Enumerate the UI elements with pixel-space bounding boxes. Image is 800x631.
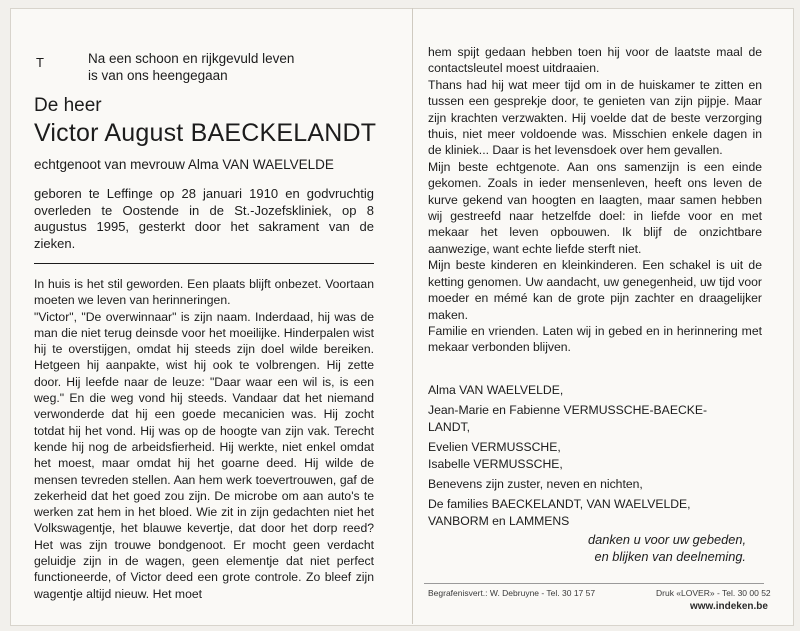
printer-credit: Druk «LOVER» - Tel. 30 00 52 [656, 588, 771, 598]
left-story [34, 276, 374, 602]
story-paragraph: In huis is het stil geworden. Een plaats blijft onbezet. Voortaan moeten we leven van herinneringen. [34, 277, 374, 308]
source-watermark: www.indeken.be [690, 601, 768, 612]
story-paragraph: "Victor", "De overwinnaar" is zijn naam. Inderdaad, hij was de man die niet terug deinsde voor het moeilijke. Hinderpalen wist hij te overstijgen, omdat hij steeds zijn doel wilde bereiken. Hetgeen hij aanpakte, wist hij ook te volbrengen. Hij zette door. Hij leefde naar de leuze: "Daar waar een wil is, is een weg." En die weg vond hij steeds. Vandaar dat het niemand verwonderde dat hij een goede mecanicien was. Hij zocht totdat hij het vond. Hij was op de hoogte van zijn vak. Terecht kende hij nog de arbeidsfierheid. Hij werkte, niet enkel omdat het moest, maar omdat hij het goarne deed. Hij wilde de mensen tevreden stellen. Aan hem werk toevertrouwen, gaf de zekerheid dat het goed zou zijn. De microbe om aan auto's te werken zat hem in het bloed. Wie zit in zijn gedachten niet het Volkswagentje, het blauwe kevertje, dat door het dorp reed? Het was zijn trouwe bondgenoot. Er mocht geen verdacht geluidje zijn in de wagen, geen elementje dat niet perfect functioneerde, of Victor deed een grote controle. Zo bleef zijn wagentje altijd nieuw. Het moet [34, 309, 374, 601]
intro-line-1: Na een schoon en rijkgevuld leven [88, 51, 295, 66]
signers-list [428, 382, 758, 529]
story-paragraph: Familie en vrienden. Laten wij in gebed en in herinnering met mekaar verbonden blijven. [428, 323, 762, 355]
signer-benevens: Benevens zijn zuster, neven en nichten, [428, 477, 643, 492]
story-paragraph: Mijn beste kinderen en kleinkinderen. Een schakel is uit de ketting genomen. Uw aandacht, uw genegenheid, uw tijd voor moeder en mémé kan de grote pijn zachter en draagelijker maken. [428, 258, 762, 322]
title-de-heer: De heer [34, 95, 102, 116]
signer-evelien: Evelien VERMUSSCHE, [428, 440, 561, 455]
closing-line-2: en blijken van deelneming. [594, 549, 746, 564]
signer-jean-marie: Jean-Marie en Fabienne VERMUSSCHE-BAECKE- [428, 403, 708, 418]
signer-alma: Alma VAN WAELVELDE, [428, 383, 564, 397]
story-paragraph: Thans had hij wat meer tijd om in de huiskamer te zitten en tussen een gesprekje door, te genieten van zijn pijpje. Maar zijn krachten verzwakten. Hij voelde dat de beste verzorging thuis, niet meer voldoende was. Misschien enkele dagen in de kliniek... Daar is het levensdoek over hem gevallen. [428, 77, 762, 158]
right-story [428, 44, 762, 356]
signer-families: De families BAECKELANDT, VAN WAELVELDE, [428, 497, 691, 512]
deceased-name: Victor August BAECKELANDT [34, 119, 377, 147]
spouse-line: echtgenoot van mevrouw Alma VAN WAELVELDE [34, 157, 334, 172]
signer-families-cont: VANBORM en LAMMENS [428, 513, 570, 528]
footer-divider [424, 583, 764, 584]
signer-isabelle: Isabelle VERMUSSCHE, [428, 456, 563, 471]
cross-mark: T [36, 55, 44, 70]
story-paragraph: Mijn beste echtgenote. Aan ons samenzijn is een einde gekomen. Zoals in ieder mensenleven, heeft ons leven de kurve gekend van hoogten en laagten, maar samen hebben wij gestreefd naar hetzelfde doel: in liefde voor en met mekaar het leven opbouwen. Ik blijf de onzichtbare aanwezige, want echte liefde sterft niet. [428, 159, 762, 256]
intro-text [88, 50, 388, 84]
section-divider [34, 263, 374, 264]
birth-death-text: geboren te Leffinge op 28 januari 1910 en godvruchtig overleden te Oostende in de St.-Jozefskliniek, op 8 augustus 1995, gesterkt door het sakrament van de zieken. [34, 186, 374, 251]
card-fold-line [412, 8, 413, 624]
undertaker-credit: Begrafenisvert.: W. Debruyne - Tel. 30 17 57 [428, 588, 596, 598]
intro-line-2: is van ons heengegaan [88, 68, 228, 83]
signer-jean-marie-cont: LANDT, [428, 419, 470, 434]
closing-line-1: danken u voor uw gebeden, [588, 532, 746, 547]
story-paragraph: hem spijt gedaan hebben toen hij voor de laatste maal de contactsleutel moest uitdraaien. [428, 45, 762, 76]
closing-text [428, 531, 746, 565]
